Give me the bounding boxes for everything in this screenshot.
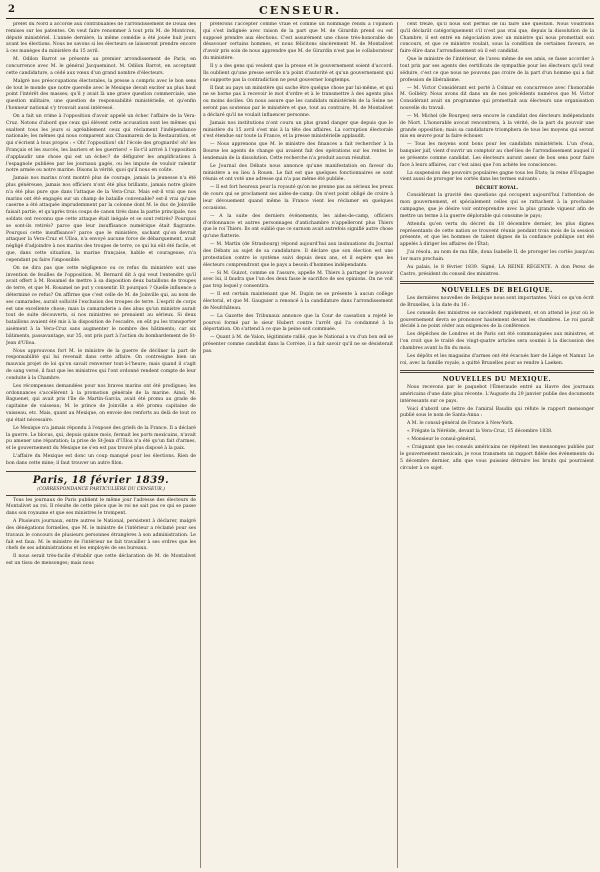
article-paragraph: Considérant la gravité des questions qui occupent aujourd'hui l'attention de mon gouvernement, et spécialement celles qui se rattachent à la prochaine campagne, que je désire voir entreprendre avec la plus grande vigueur afin de mettre un terme à la guerre déplorable qui consume le pays; [400,193,594,219]
article-paragraph: « Frégate la Néréide, devant la Vera-Cruz, 15 décembre 1838. [407,429,553,435]
col1-paris-articles [6,498,196,568]
article-paragraph: — Nous apprenons que M. le ministre des finances a fait rechercher à la Bourse les agents de change qui avaient fait des opérations sur les rentes le lendemain de la dissolution. Cette recherche n'a produit aucun résultat. [203,142,393,161]
belgium-news [400,296,594,368]
article-paragraph: — A la suite des derniers événements, les aides-de-camp, officiers d'ordonnance et autres personnages d'antichambre n'appelleront plus Thiers que le roi Thiers. Ils ont oublié que ce surnom avait autrefois signifié autre chose qu'une flatterie. [203,213,393,240]
dateline: Paris, 18 février 1839. [32,474,170,486]
masthead [6,4,594,19]
article-paragraph: — M. Michel (de Bourges) sera encore le candidat des électeurs indépendants de Niort. L'honorable avocat rencontrera, à la vérité, de la part du pouvoir une grande opposition; mais sa candidature triomphera de tous les moyens qui seront mis en œuvre pour la faire échouer. [400,113,594,140]
newspaper-columns [6,22,594,868]
mexico-heading: NOUVELLES DU MEXIQUE. [442,376,552,384]
article-paragraph: — Il est certain maintenant que M. Dupin ne se présente à aucun collège électoral, et que M. Gauguier a renoncé à la candidature dans l'arrondissement de Neufchâteau. [203,292,393,311]
article-paragraph: La suspension des pouvoirs populaires gagne tous les États; la reine d'Espagne vient aussi de proroger les cortès dans les termes suivants : [400,170,594,183]
article-paragraph: L'affaire du Mexique est donc un coup manqué pour les élections. Rien de bon dans cette mine; il faut trouver un autre filon. [6,454,196,466]
article-paragraph: Le Journal des Débats nous annonce qu'une manifestation en faveur du ministère a eu lieu à Rouen. Le fait est que quelques fonctionnaires se sont réunis et ont voté une adresse qui n'a pas même été publiée. [203,163,393,183]
article-paragraph: préfet du Nord a accordé aux contribuables de l'arrondissement de Douai des remises sur les patentes. On veut faire renommer à tout prix M. de Montcron, député ministériel. L'année dernière, la même comédie a été jouée huit jours avant les élections. Nous ne savons si les électeurs se laisseront prendre encore à ces manèges du ministère du 15 avril. [6,22,196,55]
divider-rule [6,495,196,496]
divider-rule [6,471,196,472]
article-paragraph: — La Gazette des Tribunaux annonce que la Cour de cassation a rejeté le pourvoi formé par le sieur Hubert contre l'arrêt qui l'a condamné à la déportation. On s'attend à ce que la peine soit commuée. [203,313,393,333]
article-paragraph: Les conseils des ministres se succèdent rapidement, et on attend le jour où le gouvernement devra se prononcer hautement devant les chambres. Le roi paraît décidé à ne point céder aux exigences de la conférence. [400,310,594,330]
article-paragraph: On a fait un crime à l'opposition d'avoir appelé un échec l'affaire de la Vera-Cruz. Notons d'abord que ceux qui élèvent cette accusation sont les mêmes qui exaltent tous les jours si agréablement ceux qui réclament l'indépendance nationale; les mêmes qui nous comparent aux Chaumareix de la Restauration, et qui s'écrient à tous propos : « Oh! l'opposition! oh! l'école des grognards! oh! les Français et les succès, les lauriers et les guerriers! » Es-t'il arrivé à l'opposition d'applaudir une chose qui est un échec? de défigurer les amplifications à l'espagnole publiées par les journaux gagés, ou les impute de vouloir ralentir notre armée ou notre marine. Disons la vérité, quoi qu'il nous en coûte. [6,113,196,174]
article-paragraph: préférons l'accepter comme vraie et comme un hommage rendu à l'opinion qui s'est indignée avec raison de la part que M. de Girardin prend ou est supposé prendre aux élections. C'est assurément une chose très-honorable de désavouer certains hommes, et nous félicitons sincèrement M. de Montalivet d'avoir pris soin de nous apprendre que M. de Girardin n'est pas le collaborateur du ministère. [203,22,393,61]
col3-articles [400,22,594,184]
column-3 [400,22,594,868]
article-paragraph: — M. Victor Considérant est porté à Colmar en concurrence avec l'honorable M. Golbéry. Nous avons dit dans un de nos précédents numéros que M. Victor Considérant avait un programme qui promettait aux électeurs une organisation nouvelle du travail. [400,85,594,111]
article-paragraph: Il y a des gens qui veulent que la presse et le gouvernement soient d'accord. Ils oublient qu'une presse servile n'a point d'autorité et qu'un gouvernement qui ne supporte pas la contradiction ne peut gouverner longtemps. [203,63,393,83]
article-paragraph: M. Odilon Barrot se présente au premier arrondissement de Paris, en concurrence avec M. le général Jacqueminot. M. Odilon Barrot, en acceptant cette candidature, a cédé aux vœux d'un grand nombre d'électeurs. [6,57,196,76]
article-paragraph: J'ai résolu, au nom de ma fille, dona Isabelle II, de proroger les cortès jusqu'au 1er mars prochain. [400,250,594,262]
article-paragraph: Malgré nos préoccupations électorales, la presse a compris avec le bon sens de tout le monde que notre querelle avec le Mexique devait exciter au plus haut point l'intérêt des masses; qu'il y avait là une grave question commerciale, une question militaire, une question de responsabilité ministérielle, et qu'enfin l'honneur national s'y trouvait aussi intéressé. [6,78,196,111]
article-paragraph: — M. Martin (de Strasbourg) répond aujourd'hui aux insinuations du Journal des Débats au sujet de sa candidature. Il déclare que son élection est une protestation contre le système suivi depuis deux ans, et il espère que les électeurs comprendront que le pays a besoin d'hommes indépendants. [203,242,393,268]
article-paragraph: — Si M. Guizot, comme on l'assure, appelle M. Thiers à partager le pouvoir avec lui, il faudra que l'un des deux fasse le sacrifice de ses opinions. On ne voit pas trop lequel y consentira. [203,270,393,290]
article-paragraph: Les dernières nouvelles de Belgique nous sont importantes. Voici ce qu'on écrit de Bruxelles, à la date du 16 : [400,296,594,308]
page-number: 2 [8,4,15,15]
col2-articles [203,22,393,356]
article-paragraph: Nous recevons par le paquebot l'Émeraude entré au Havre des journaux américains d'une date plus récente. L'Auguste du 29 janvier publie des documents intéressants sur ce pays. [400,385,594,404]
article-paragraph: Tous les journaux de Paris publient le même jour l'adresse des électeurs de Montalivet au roi. Il résulte de cette pièce que le roi ne sait pas ce qui se passe dans son royaume et que ses ministres le trompent. [6,497,196,517]
divider-rule [400,281,594,285]
article-paragraph: Que le ministre de l'intérieur, de l'aveu même de ses amis, se fasse accorder à tout prix par ses agents des certificats de sympathie pour les électeurs qu'il veut séduire, c'est ce que nous ne pouvons pas croire de la part d'un homme qui a fait profession de libéralisme. [400,57,594,83]
decree-text [400,193,594,278]
article-paragraph: Attendu qu'en vertu du décret du 18 décembre dernier, les plus dignes représentants de cette nation se trouvent réunis pendant trois mois de la session présente, et que les hommes de talent dignes de la confiance publique ont été appelés à diriger les affaires de l'État; [400,221,594,248]
article-paragraph: Il nous serait très-facile d'établir que cette déclaration de M. de Montalivet est un tissu de mensonges; mais nous [6,554,196,567]
article-paragraph: A Plusieurs journaux, entre autres le National, persistent à déclarer, malgré des dénégations formelles, que M. le ministre de l'intérieur a réclamé pour ses travaux le concours de plusieurs personnes étrangères à son administration. Le fait est faux. M. le ministre de l'intérieur ne fait travailler à ses ordres que les chefs de ses administrations et les employés de ses bureaux. [6,519,196,552]
article-paragraph: Les récompenses demandées pour nos braves marins ont été prodigues; les ordonnances s'accélèrent à la promotion générale de la marine. Ainsi, M. Baguenet, qui avait pris l'île de Martin-Garcia, avait été promu au grade de capitaine de vaisseau; M. le prince de Joinville a été promu capitaine de vaisseau, etc. Mais, quant au Mexique, on envoie des renforts au delà de tout ce qui était nécessaire. [6,383,196,423]
article-paragraph: Les dépôts et les magasins d'armes ont été évacués hier de Liège et Namur. Le roi, avec la famille royale, a quitté Bruxelles pour se rendre à Laeken. [400,354,594,366]
decree-heading: DÉCRET ROYAL. [475,186,519,192]
article-paragraph: On ne dira pas que cette négligence ou ce refus du ministère soit une invention de feuilles de l'opposition. M. Bernard dit à qui veut l'entendre qu'il avait offert à M. Rosamel de mettre à sa disposition deux bataillons de troupes de terre, et que M. Rosamel ne put y consentir. Et pourquoi ? Quelle influence a déterminé ce refus? On affirme que c'est celle de M. de Joinville qui, au nom de ses camarades, aurait sollicité l'exclusion des troupes de terre. L'esprit de corps est une excellente chose; mais la camaraderie a des abus qu'un ministre aurait tout de suite découverts, si nos ministres se prenaient au sérieux. Si deux bataillons avaient été mis à la disposition de l'escadre, on eût pu les transporter aisément à la Vera-Cruz sans augmenter le nombre des bâtiments; car six bâtiments, passavantage, sur 35, ont pris part à l'action du bombardement de St-Jean d'Ulloa. [6,265,196,346]
divider-rule [400,370,594,374]
col1-articles [6,22,196,468]
newspaper-title: CENSEUR. [258,4,342,17]
article-paragraph: Le Mexique n'a jamais répondu à l'exposé des griefs de la France. Il a déclaré la guerre. Le blocus, qui, depuis quinze mois, fermait les ports mexicains, n'avait pu amener une réparation; la prise de St-Jean d'Ulloa n'a été qu'un fait d'armes, et le gouvernement du Mexique ne s'en est pas trouvé plus disposé à la paix. [6,425,196,452]
dateline-block [6,471,196,496]
article-paragraph: — Quant à M. de Valon, légitimiste rallié, que le National a vu d'un bon œil se présenter comme candidat dans la Corrèze, il a fait savoir qu'il ne se désisterait pas. [203,335,393,354]
article-paragraph: Voici d'abord une lettre de l'amiral Baudin qui réfute le rapport mensonger publié sous le nom de Santa-Anna : [400,406,594,419]
article-paragraph: — Il est fort heureux pour la royauté qu'on ne prenne pas au sérieux les preux de cours qui se proclament ses aides-de-camp. On n'est point obligé de croire à leur dévouement quand même la France vient les réclamer en quelques occasions. [203,185,393,211]
column-1 [6,22,196,868]
column-2 [203,22,393,868]
article-paragraph: « Monsieur le consul-général, [407,437,477,443]
article-paragraph: cent treize, qu'il nous soit permis de lui faire une question. Nous voudrions qu'il déclarât catégoriquement s'il n'est pas vrai que, depuis la dissolution de la Chambre, il est entré en négociation avec un ministre qui nous promettait son concours, et que ce ministre voulait, sous la condition de certaines faveurs, se faire élire dans l'arrondissement où il est candidat. [400,22,594,55]
article-paragraph: Jamais nos institutions n'ont couru un plus grand danger que depuis que le ministère du 15 avril s'est mis à la tête des affaires. La corruption électorale s'est étendue sur toute la France, et la presse ministérielle applaudit. [203,120,393,140]
article-paragraph: Nous approuvons fort M. le ministre de la guerre de décliner la part de responsabilité qui lui revenait dans cette affaire. On contresigne bien un mauvais projet de loi qu'on savait renverser tout-à-l'heure; mais quand il s'agit de sang versé, il faut que les ministres qui l'ont ordonné rendent compte de leur conduite à la Chambre. [6,348,196,381]
article-paragraph: Au palais, le 8 février 1839. Signé, LA REINE RÉGENTE. A don Perez de Castro, président du conseil des ministres. [400,264,594,277]
dateline-subtitle: (CORRESPONDANCE PARTICULIÈRE DU CENSEUR.) [37,486,165,492]
column-divider [397,22,398,868]
belgium-heading: NOUVELLES DE BELGIQUE. [441,287,553,295]
article-paragraph: — Tous les moyens sont bons pour les candidats ministériels. L'un d'eux, banquier juif, vient d'ouvrir un comptoir au chef-lieu de l'arrondissement auquel il se présente comme candidat. Les électeurs auront assez de bon sens pour faire face à leurs affaires, car c'est ainsi que l'on achète les consciences. [400,142,594,168]
mexico-news [400,385,594,473]
column-divider [200,22,201,868]
article-paragraph: Il faut au pays un ministère qui sache être quelque chose par lui-même, et qui ne se borne pas à recevoir le mot d'ordre et à le transmettre à des agents plus ou moins dociles. On nous assure que les candidats ministériels de la Seine ne seront pas soutenus par le ministère et que, tout au contraire, M. de Montalivet a déclaré qu'il ne voulait influencer personne. [203,85,393,118]
article-paragraph: Jamais nos marins n'ont montré plus de courage, jamais la jeunesse n'a été plus généreuse, jamais nos officiers n'ont été plus brillants, jamais notre gloire n'a été plus pure que dans l'attaque de la Vera-Cruz. Mais est-il vrai que nos marins ont été engagés sur un champ de bataille convenable? est-il vrai qu'une caserne a été attaquée imprudemment par la colonne dont M. le duc de Joinville faisait partie, et qu'après trois coups de canon tirés dans la partie principale, nos soldats ont reconnu que cette attaque était inégale et se sont retirés? Pourquoi se sont-ils retirés? parce que leur insuffisance numérique était flagrante. Pourquoi cette insuffisance? parce que le ministère, sachant qu'on devrait attaquer la Vera-Cruz et Ulloa, n'a envoyé aucune force de débarquement, avait négligé d'adjoindre à nos marins des troupes de terre, ce qui lui eût été facile, et que, dans cette situation, la marine française, habile et courageuse, n'a cependant pu faire l'impossible. [6,176,196,263]
article-paragraph: A M. le consul-général de France à New-York. [407,421,514,427]
article-paragraph: « Craignant que les consuls américains ne répètent les mensonges publiés par le gouvernement mexicain, je vous transmets un rapport fidèle des événements du 5 décembre dernier, afin que vous puissiez détruire les bruits qui pourraient circuler à ce sujet. [400,445,594,471]
article-paragraph: Les dépêches de Londres et de Paris ont été communiquées aux ministres, et l'on croit que le traité des vingt-quatre articles sera soumis à la discussion des chambres avant la fin du mois. [400,332,594,352]
